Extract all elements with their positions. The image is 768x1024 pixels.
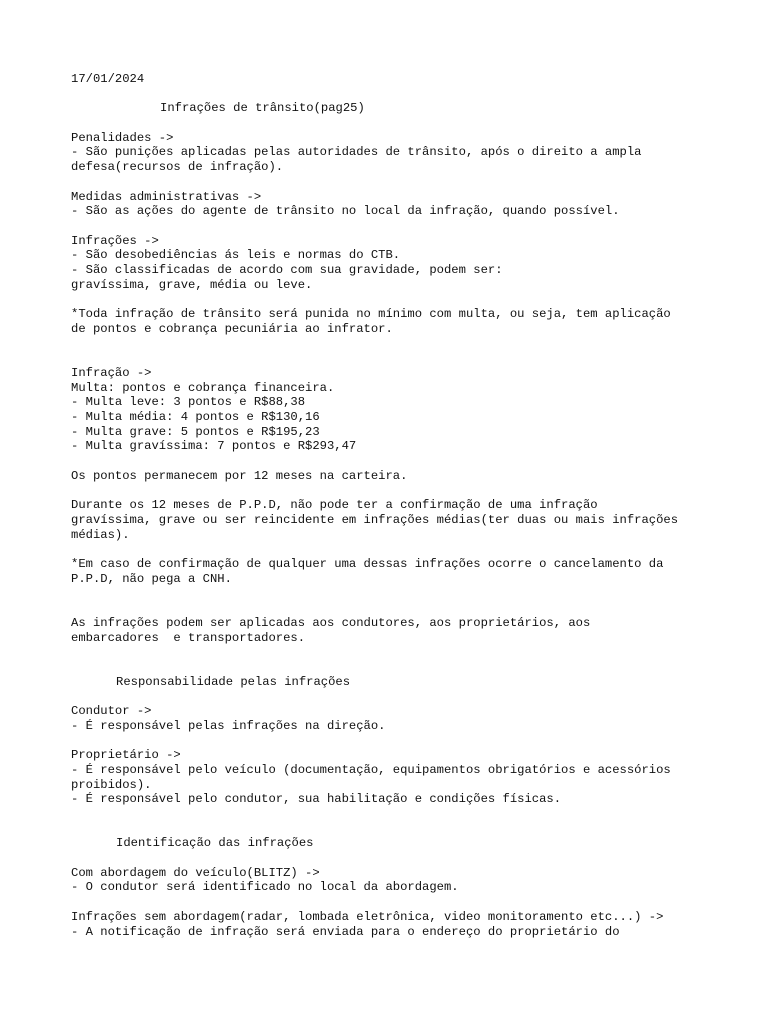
com-abordagem-line: - O condutor será identificado no local da abordagem. [71,880,459,895]
sem-abordagem-heading: Infrações sem abordagem(radar, lombada eletrônica, video monitoramento etc...) -> [71,909,664,924]
pontos-line: Os pontos permanecem por 12 meses na carteira. [71,468,408,483]
sem-abordagem-line: - A notificação de infração será enviada para o endereço do proprietário do [71,924,620,939]
nota-multa-line: *Toda infração de trânsito será punida no mínimo com multa, ou seja, tem aplicação [71,307,671,322]
aplicacao-line: As infrações podem ser aplicadas aos condutores, aos proprietários, aos [71,615,591,630]
condutor-line: - É responsável pelas infrações na direção. [71,718,386,733]
proprietario-line: proibidos). [71,777,152,792]
infracoes-heading: Infrações -> [71,233,159,248]
document-date: 17/01/2024 [71,72,145,86]
cancelamento-line: P.P.D, não pega a CNH. [71,571,232,586]
penalidades-line: defesa(recursos de infração). [71,160,284,175]
document-page [71,72,731,939]
ppd-line: Durante os 12 meses de P.P.D, não pode ter a confirmação de uma infração [71,498,598,513]
infracoes-line: - São desobediências ás leis e normas do CTB. [71,248,401,263]
multa-leve-line: - Multa leve: 3 pontos e R$88,38 [71,395,306,410]
infracao-heading: Infração -> [71,365,152,380]
multa-gravissima-line: - Multa gravíssima: 7 pontos e R$293,47 [71,439,357,454]
infracoes-line: - São classificadas de acordo com sua gravidade, podem ser: [71,263,503,278]
penalidades-line: - São punições aplicadas pelas autoridades de trânsito, após o direito a ampla [71,145,642,160]
multa-grave-line: - Multa grave: 5 pontos e R$195,23 [71,424,320,439]
infracao-line: Multa: pontos e cobrança financeira. [71,380,335,395]
infracoes-line: gravíssima, grave, média ou leve. [71,277,313,292]
cancelamento-line: *Em caso de confirmação de qualquer uma dessas infrações ocorre o cancelamento da [71,557,664,572]
medidas-line: - São as ações do agente de trânsito no local da infração, quando possível. [71,204,620,219]
ppd-line: gravíssima, grave ou ser reincidente em infrações médias(ter duas ou mais infrações [71,512,679,527]
proprietario-line: - É responsável pelo condutor, sua habilitação e condições físicas. [71,792,562,807]
multa-media-line: - Multa média: 4 pontos e R$130,16 [71,410,320,425]
condutor-heading: Condutor -> [71,704,152,719]
penalidades-heading: Penalidades -> [71,130,174,145]
aplicacao-line: embarcadores e transportadores. [71,630,306,645]
com-abordagem-heading: Com abordagem do veículo(BLITZ) -> [71,865,320,880]
identificacao-title: Identificação das infrações [116,836,314,851]
medidas-heading: Medidas administrativas -> [71,189,262,204]
proprietario-line: - É responsável pelo veículo (documentação, equipamentos obrigatórios e acessórios [71,762,671,777]
nota-multa-line: de pontos e cobrança pecuniária ao infrator. [71,321,393,336]
document-title: Infrações de trânsito(pag25) [160,101,365,116]
ppd-line: médias). [71,527,130,542]
proprietario-heading: Proprietário -> [71,748,181,763]
responsabilidade-title: Responsabilidade pelas infrações [116,674,351,689]
